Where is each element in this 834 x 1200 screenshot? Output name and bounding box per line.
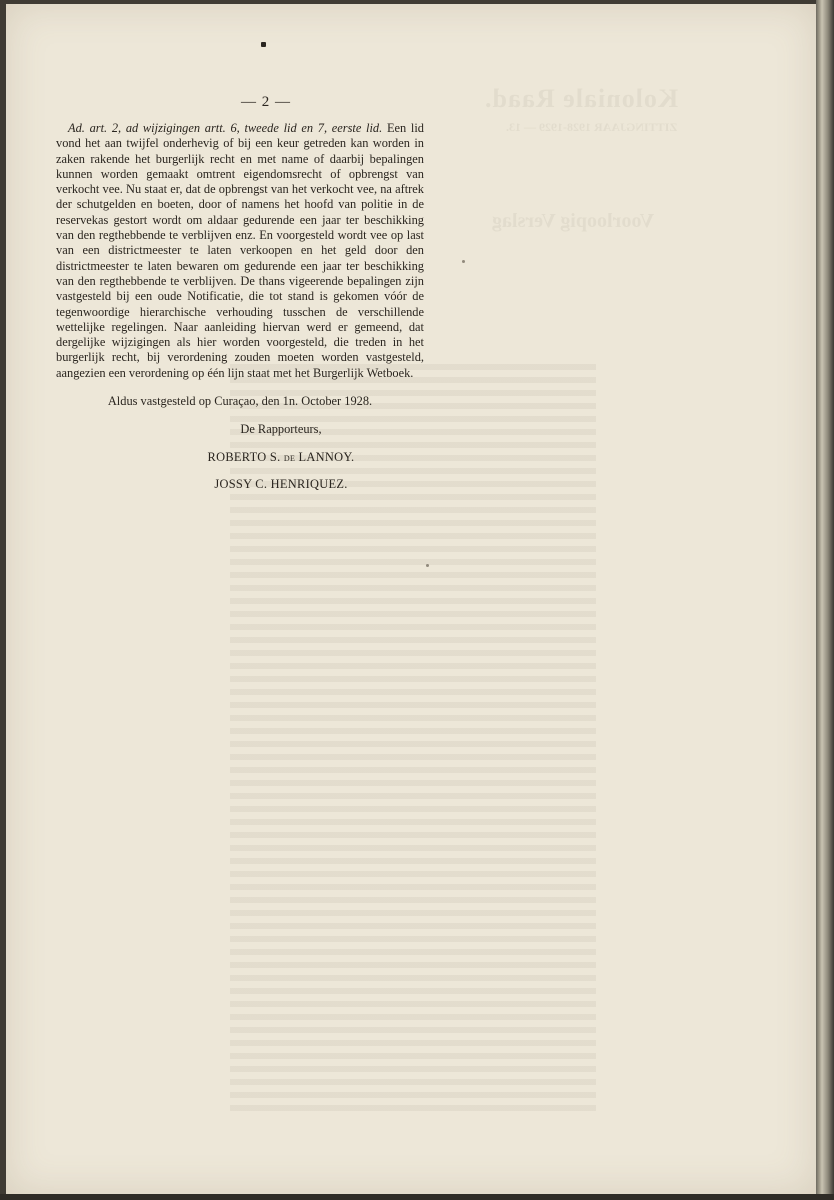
- signatory-name-1: ROBERTO S. de LANNOY.: [207, 450, 355, 464]
- paragraph-text: [56, 121, 424, 381]
- article-reference: Ad. art. 2, ad wijzigingen artt. 6, tweede lid en 7, eerste lid.: [68, 121, 383, 135]
- page-binding-edge: [816, 0, 834, 1200]
- stray-speck: [426, 564, 429, 567]
- paragraph-body: Een lid vond het aan twijfel onderhevig of bij een keur getreden kan worden in zaken rakende het burgerlijk recht en met name of daarbij bepalingen kunnen worden gemaakt omtrent eigendomsrecht of opbrengst van verkocht vee. Nu staat er, dat de opbrengst van het verkocht vee, na aftrek der schutgelden en boeten, door of namens het hoofd van politie in de reservekas gestort wordt om aldaar gedurende een jaar ter beschikking van den regthebbende te verblijven enz. En voorgesteld wordt vee op last van een districtmeester te laten verkoopen en het geld door den districtmeester te laten bewaren om gedurende een jaar ter beschikking van den regthebbende te verblijven. De thans vigeerende bepalingen zijn vastgesteld bij een oude Notificatie, die tot stand is gekomen vóór de tegenwoordige hierarchische verhouding tusschen de verschillende wettelijke regelingen. Naar aanleiding hiervan werd er gemeend, dat dergelijke wijzigingen als hier worden voorgesteld, die treden in het burgerlijk recht, bij verordening zouden moeten worden vastgesteld, aangezien een verordening op één lijn staat met het Burgerlijk Wetboek.: [56, 121, 425, 380]
- signatories-role: De Rapporteurs,: [240, 422, 322, 436]
- signatory-name-2: JOSSY C. HENRIQUEZ.: [214, 477, 348, 491]
- stray-speck: [462, 260, 465, 263]
- bleed-through-header: Koloniale Raad.: [484, 84, 679, 113]
- signatories-block: [156, 422, 406, 504]
- page-number: — 2 —: [241, 94, 291, 110]
- ink-dot-mark: [261, 42, 266, 47]
- document-page: [6, 4, 816, 1194]
- closing-statement: Aldus vastgesteld op Curaçao, den 1n. October 1928.: [107, 394, 373, 408]
- scan-bottom-edge: [0, 1194, 834, 1200]
- bleed-through-subheader: ZITTINGJAAR 1928-1929 — 13.: [506, 120, 678, 134]
- bleed-through-title: Voorloopig Verslag: [492, 210, 655, 232]
- body-paragraph: [56, 121, 424, 381]
